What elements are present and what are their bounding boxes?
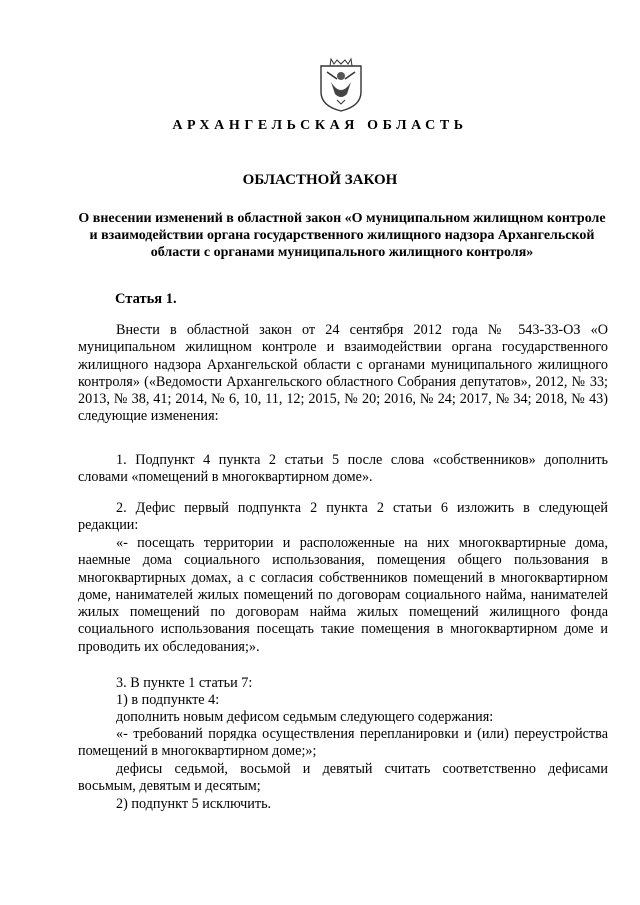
amendment-item-3-sub2: 2) подпункт 5 исключить. — [116, 796, 272, 812]
region-name: АРХАНГЕЛЬСКАЯ ОБЛАСТЬ — [172, 118, 468, 133]
article-heading: Статья 1. — [115, 291, 177, 307]
amendment-item-1: 1. Подпункт 4 пункта 2 статьи 5 после слова «собственников» дополнить словами «помещений в многоквартирном доме». — [78, 452, 608, 486]
coat-of-arms-icon — [317, 56, 365, 112]
amendment-item-3-sub1: 1) в подпункте 4: — [116, 692, 220, 708]
intro-paragraph: Внести в областной закон от 24 сентября 2012 года № 543-33-ОЗ «О муниципальном жилищном контроле и взаимодействии органа государственного жилищного надзора Архангельской области с органами муниципального жилищного контроля» («Ведомости Архангельского областного Собрания депутатов», 2012, № 33; 2013, № 38, 41; 2014, № 6, 10, 11, 12; 2015, № 20; 2016, № 24; 2017, № 34; 2018, № 43) следующие изменения: — [78, 322, 608, 425]
law-type-title: ОБЛАСТНОЙ ЗАКОН — [242, 172, 398, 188]
law-subtitle: О внесении изменений в областной закон «О муниципальном жилищном контроле и взаимодействии органа государственного жилищного надзора Архангельской области с органами муниципального жилищного контроля» — [78, 211, 606, 260]
amendment-item-2-quote: «- посещать территории и расположенные на них многоквартирные дома, наемные дома социального использования, помещения общего пользования в многоквартирных домах, а с согласия собственников помещений в многоквартирном доме, нанимателей жилых помещений по договорам социального найма, нанимателей жилых помещений по договорам найма жилых помещений жилищного фонда социального использования посещать такие помещения в многоквартирном доме и проводить их обследования;». — [78, 535, 608, 655]
amendment-item-3-sub1-a: дополнить новым дефисом седьмым следующего содержания: — [116, 709, 494, 725]
amendment-item-3-title: 3. В пункте 1 статьи 7: — [116, 675, 253, 691]
amendment-item-2: 2. Дефис первый подпункта 2 пункта 2 статьи 6 изложить в следующей редакции: — [78, 500, 608, 534]
amendment-item-3-sub1-c: дефисы седьмой, восьмой и девятый считать соответственно дефисами восьмым, девятым и десятым; — [78, 761, 608, 795]
amendment-item-3-sub1-b: «- требований порядка осуществления перепланировки и (или) переустройства помещений в многоквартирном доме;»; — [78, 726, 608, 760]
